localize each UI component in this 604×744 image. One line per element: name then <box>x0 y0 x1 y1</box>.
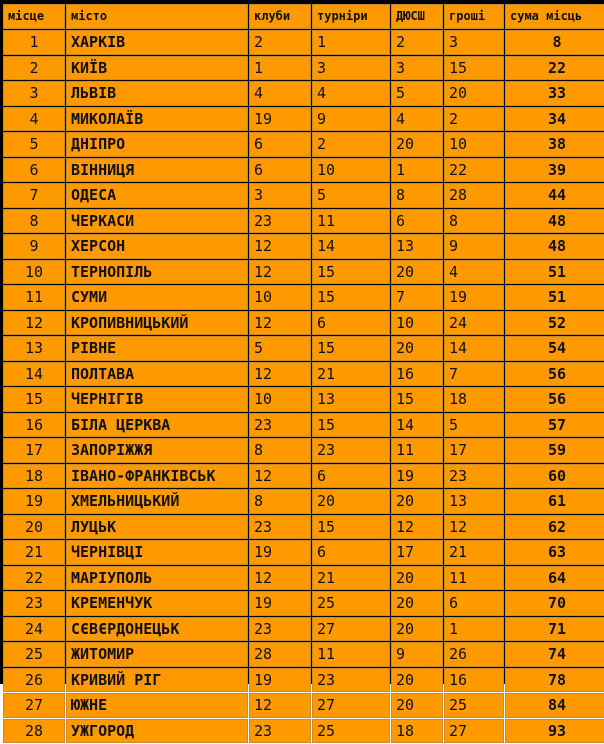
sum-cell: 59 <box>505 438 604 463</box>
sum-cell: 64 <box>505 566 604 591</box>
city-cell: ХАРКІВ <box>66 30 248 55</box>
sport-schools-cell: 2 <box>391 30 443 55</box>
table-header-row <box>3 4 604 29</box>
sport-schools-cell: 3 <box>391 56 443 81</box>
sport-schools-cell: 15 <box>391 387 443 412</box>
clubs-cell: 4 <box>249 81 311 106</box>
money-cell: 26 <box>444 642 504 667</box>
sport-schools-cell: 6 <box>391 209 443 234</box>
city-cell: МАРІУПОЛЬ <box>66 566 248 591</box>
place-cell: 17 <box>3 438 65 463</box>
money-cell: 12 <box>444 515 504 540</box>
tournaments-cell: 15 <box>312 515 390 540</box>
sport-schools-cell: 10 <box>391 311 443 336</box>
money-cell: 9 <box>444 234 504 259</box>
sum-cell: 38 <box>505 132 604 157</box>
sum-cell: 48 <box>505 234 604 259</box>
tournaments-cell: 25 <box>312 591 390 616</box>
clubs-cell: 12 <box>249 234 311 259</box>
clubs-cell: 1 <box>249 56 311 81</box>
city-cell: КИЇВ <box>66 56 248 81</box>
sum-cell: 61 <box>505 489 604 514</box>
money-cell: 20 <box>444 81 504 106</box>
place-cell: 3 <box>3 81 65 106</box>
place-cell: 13 <box>3 336 65 361</box>
table-row <box>3 540 604 565</box>
money-cell: 3 <box>444 30 504 55</box>
place-cell: 1 <box>3 30 65 55</box>
clubs-cell: 8 <box>249 438 311 463</box>
money-cell: 18 <box>444 387 504 412</box>
city-cell: ЧЕРНІГІВ <box>66 387 248 412</box>
money-cell: 4 <box>444 260 504 285</box>
sport-schools-cell: 1 <box>391 158 443 183</box>
money-cell: 21 <box>444 540 504 565</box>
sum-cell: 51 <box>505 285 604 310</box>
table-row <box>3 387 604 412</box>
tournaments-cell: 11 <box>312 642 390 667</box>
money-cell: 24 <box>444 311 504 336</box>
sum-cell: 48 <box>505 209 604 234</box>
sport-schools-cell: 20 <box>391 336 443 361</box>
tournaments-cell: 6 <box>312 311 390 336</box>
sum-cell: 33 <box>505 81 604 106</box>
place-cell: 15 <box>3 387 65 412</box>
sum-cell: 78 <box>505 668 604 693</box>
money-cell: 5 <box>444 413 504 438</box>
table-row <box>3 362 604 387</box>
table-row <box>3 183 604 208</box>
tournaments-cell: 23 <box>312 438 390 463</box>
clubs-cell: 6 <box>249 132 311 157</box>
table-row <box>3 285 604 310</box>
tournaments-cell: 14 <box>312 234 390 259</box>
clubs-cell: 23 <box>249 413 311 438</box>
city-cell: СУМИ <box>66 285 248 310</box>
place-cell: 14 <box>3 362 65 387</box>
money-cell: 22 <box>444 158 504 183</box>
clubs-cell: 3 <box>249 183 311 208</box>
money-cell: 17 <box>444 438 504 463</box>
clubs-cell: 12 <box>249 311 311 336</box>
place-cell: 22 <box>3 566 65 591</box>
table-row <box>3 566 604 591</box>
place-cell: 9 <box>3 234 65 259</box>
city-cell: ТЕРНОПІЛЬ <box>66 260 248 285</box>
place-cell: 7 <box>3 183 65 208</box>
table-row <box>3 642 604 667</box>
sum-cell: 70 <box>505 591 604 616</box>
clubs-cell: 23 <box>249 617 311 642</box>
clubs-cell: 6 <box>249 158 311 183</box>
city-cell: ЧЕРНІВЦІ <box>66 540 248 565</box>
money-cell: 16 <box>444 668 504 693</box>
header-place: місце <box>3 4 65 29</box>
tournaments-cell: 27 <box>312 693 390 718</box>
sum-cell: 62 <box>505 515 604 540</box>
city-cell: ЧЕРКАСИ <box>66 209 248 234</box>
table-row <box>3 30 604 55</box>
tournaments-cell: 3 <box>312 56 390 81</box>
money-cell: 28 <box>444 183 504 208</box>
tournaments-cell: 10 <box>312 158 390 183</box>
sport-schools-cell: 20 <box>391 260 443 285</box>
sum-cell: 84 <box>505 693 604 718</box>
place-cell: 11 <box>3 285 65 310</box>
city-cell: КРИВИЙ РІГ <box>66 668 248 693</box>
place-cell: 6 <box>3 158 65 183</box>
place-cell: 16 <box>3 413 65 438</box>
header-sport-schools: ДЮСШ <box>391 4 443 29</box>
sum-cell: 8 <box>505 30 604 55</box>
clubs-cell: 12 <box>249 464 311 489</box>
sport-schools-cell: 7 <box>391 285 443 310</box>
tournaments-cell: 21 <box>312 362 390 387</box>
city-cell: КРЕМЕНЧУК <box>66 591 248 616</box>
header-city: місто <box>66 4 248 29</box>
tournaments-cell: 20 <box>312 489 390 514</box>
table-row <box>3 107 604 132</box>
sum-cell: 51 <box>505 260 604 285</box>
money-cell: 14 <box>444 336 504 361</box>
city-ranking-table <box>2 3 604 744</box>
tournaments-cell: 15 <box>312 413 390 438</box>
city-cell: ДНІПРО <box>66 132 248 157</box>
table-row <box>3 438 604 463</box>
tournaments-cell: 25 <box>312 719 390 744</box>
table-row <box>3 260 604 285</box>
tournaments-cell: 11 <box>312 209 390 234</box>
table-row <box>3 81 604 106</box>
place-cell: 8 <box>3 209 65 234</box>
clubs-cell: 12 <box>249 566 311 591</box>
tournaments-cell: 27 <box>312 617 390 642</box>
sum-cell: 54 <box>505 336 604 361</box>
city-cell: ХЕРСОН <box>66 234 248 259</box>
sum-cell: 57 <box>505 413 604 438</box>
place-cell: 21 <box>3 540 65 565</box>
clubs-cell: 19 <box>249 107 311 132</box>
header-clubs: клуби <box>249 4 311 29</box>
sport-schools-cell: 20 <box>391 668 443 693</box>
place-cell: 10 <box>3 260 65 285</box>
tournaments-cell: 5 <box>312 183 390 208</box>
clubs-cell: 23 <box>249 719 311 744</box>
tournaments-cell: 1 <box>312 30 390 55</box>
money-cell: 2 <box>444 107 504 132</box>
clubs-cell: 12 <box>249 362 311 387</box>
header-money: гроші <box>444 4 504 29</box>
clubs-cell: 19 <box>249 591 311 616</box>
city-cell: ЛЬВІВ <box>66 81 248 106</box>
table-row <box>3 132 604 157</box>
tournaments-cell: 15 <box>312 336 390 361</box>
place-cell: 12 <box>3 311 65 336</box>
money-cell: 10 <box>444 132 504 157</box>
sport-schools-cell: 20 <box>391 693 443 718</box>
clubs-cell: 10 <box>249 387 311 412</box>
table-row <box>3 336 604 361</box>
money-cell: 7 <box>444 362 504 387</box>
sum-cell: 39 <box>505 158 604 183</box>
header-sum-places: сума місць <box>505 4 604 29</box>
city-cell: ЖИТОМИР <box>66 642 248 667</box>
table-row <box>3 591 604 616</box>
city-cell: ЮЖНЕ <box>66 693 248 718</box>
sport-schools-cell: 5 <box>391 81 443 106</box>
sport-schools-cell: 20 <box>391 591 443 616</box>
sport-schools-cell: 17 <box>391 540 443 565</box>
sum-cell: 22 <box>505 56 604 81</box>
table-row <box>3 311 604 336</box>
place-cell: 5 <box>3 132 65 157</box>
tournaments-cell: 4 <box>312 81 390 106</box>
clubs-cell: 2 <box>249 30 311 55</box>
sum-cell: 93 <box>505 719 604 744</box>
tournaments-cell: 6 <box>312 464 390 489</box>
tournaments-cell: 15 <box>312 285 390 310</box>
table-row <box>3 668 604 693</box>
city-cell: РІВНЕ <box>66 336 248 361</box>
tournaments-cell: 9 <box>312 107 390 132</box>
sum-cell: 56 <box>505 362 604 387</box>
money-cell: 8 <box>444 209 504 234</box>
money-cell: 6 <box>444 591 504 616</box>
money-cell: 15 <box>444 56 504 81</box>
table-body <box>3 30 604 743</box>
table-row <box>3 209 604 234</box>
city-cell: ПОЛТАВА <box>66 362 248 387</box>
sport-schools-cell: 20 <box>391 566 443 591</box>
header-tournaments: турніри <box>312 4 390 29</box>
city-cell: ХМЕЛЬНИЦЬКИЙ <box>66 489 248 514</box>
clubs-cell: 12 <box>249 260 311 285</box>
sport-schools-cell: 18 <box>391 719 443 744</box>
city-cell: ВІННИЦЯ <box>66 158 248 183</box>
table-row <box>3 158 604 183</box>
money-cell: 1 <box>444 617 504 642</box>
table-row <box>3 693 604 718</box>
city-cell: СЄВЄРДОНЕЦЬК <box>66 617 248 642</box>
sum-cell: 71 <box>505 617 604 642</box>
sport-schools-cell: 16 <box>391 362 443 387</box>
city-cell: КРОПИВНИЦЬКИЙ <box>66 311 248 336</box>
money-cell: 11 <box>444 566 504 591</box>
table-row <box>3 234 604 259</box>
sum-cell: 52 <box>505 311 604 336</box>
sum-cell: 74 <box>505 642 604 667</box>
clubs-cell: 10 <box>249 285 311 310</box>
tournaments-cell: 23 <box>312 668 390 693</box>
sport-schools-cell: 13 <box>391 234 443 259</box>
sum-cell: 34 <box>505 107 604 132</box>
sport-schools-cell: 11 <box>391 438 443 463</box>
sum-cell: 60 <box>505 464 604 489</box>
sport-schools-cell: 14 <box>391 413 443 438</box>
clubs-cell: 19 <box>249 540 311 565</box>
tournaments-cell: 13 <box>312 387 390 412</box>
sport-schools-cell: 8 <box>391 183 443 208</box>
money-cell: 13 <box>444 489 504 514</box>
place-cell: 26 <box>3 668 65 693</box>
table-row <box>3 464 604 489</box>
place-cell: 20 <box>3 515 65 540</box>
money-cell: 25 <box>444 693 504 718</box>
clubs-cell: 8 <box>249 489 311 514</box>
clubs-cell: 28 <box>249 642 311 667</box>
city-cell: УЖГОРОД <box>66 719 248 744</box>
sum-cell: 63 <box>505 540 604 565</box>
place-cell: 23 <box>3 591 65 616</box>
place-cell: 2 <box>3 56 65 81</box>
table-row <box>3 719 604 744</box>
sum-cell: 44 <box>505 183 604 208</box>
city-cell: ОДЕСА <box>66 183 248 208</box>
place-cell: 25 <box>3 642 65 667</box>
table-row <box>3 489 604 514</box>
place-cell: 4 <box>3 107 65 132</box>
tournaments-cell: 15 <box>312 260 390 285</box>
clubs-cell: 19 <box>249 668 311 693</box>
sum-cell: 56 <box>505 387 604 412</box>
city-cell: БІЛА ЦЕРКВА <box>66 413 248 438</box>
sport-schools-cell: 19 <box>391 464 443 489</box>
place-cell: 18 <box>3 464 65 489</box>
table-row <box>3 515 604 540</box>
place-cell: 19 <box>3 489 65 514</box>
city-cell: МИКОЛАЇВ <box>66 107 248 132</box>
table-row <box>3 413 604 438</box>
table-row <box>3 56 604 81</box>
table-row <box>3 617 604 642</box>
city-cell: ЗАПОРІЖЖЯ <box>66 438 248 463</box>
sport-schools-cell: 20 <box>391 489 443 514</box>
clubs-cell: 12 <box>249 693 311 718</box>
sport-schools-cell: 20 <box>391 617 443 642</box>
money-cell: 27 <box>444 719 504 744</box>
city-cell: ЛУЦЬК <box>66 515 248 540</box>
tournaments-cell: 2 <box>312 132 390 157</box>
tournaments-cell: 21 <box>312 566 390 591</box>
money-cell: 19 <box>444 285 504 310</box>
sport-schools-cell: 4 <box>391 107 443 132</box>
place-cell: 27 <box>3 693 65 718</box>
place-cell: 24 <box>3 617 65 642</box>
money-cell: 23 <box>444 464 504 489</box>
clubs-cell: 23 <box>249 515 311 540</box>
clubs-cell: 5 <box>249 336 311 361</box>
place-cell: 28 <box>3 719 65 744</box>
sport-schools-cell: 20 <box>391 132 443 157</box>
sport-schools-cell: 12 <box>391 515 443 540</box>
sport-schools-cell: 9 <box>391 642 443 667</box>
city-cell: ІВАНО-ФРАНКІВСЬК <box>66 464 248 489</box>
tournaments-cell: 6 <box>312 540 390 565</box>
clubs-cell: 23 <box>249 209 311 234</box>
